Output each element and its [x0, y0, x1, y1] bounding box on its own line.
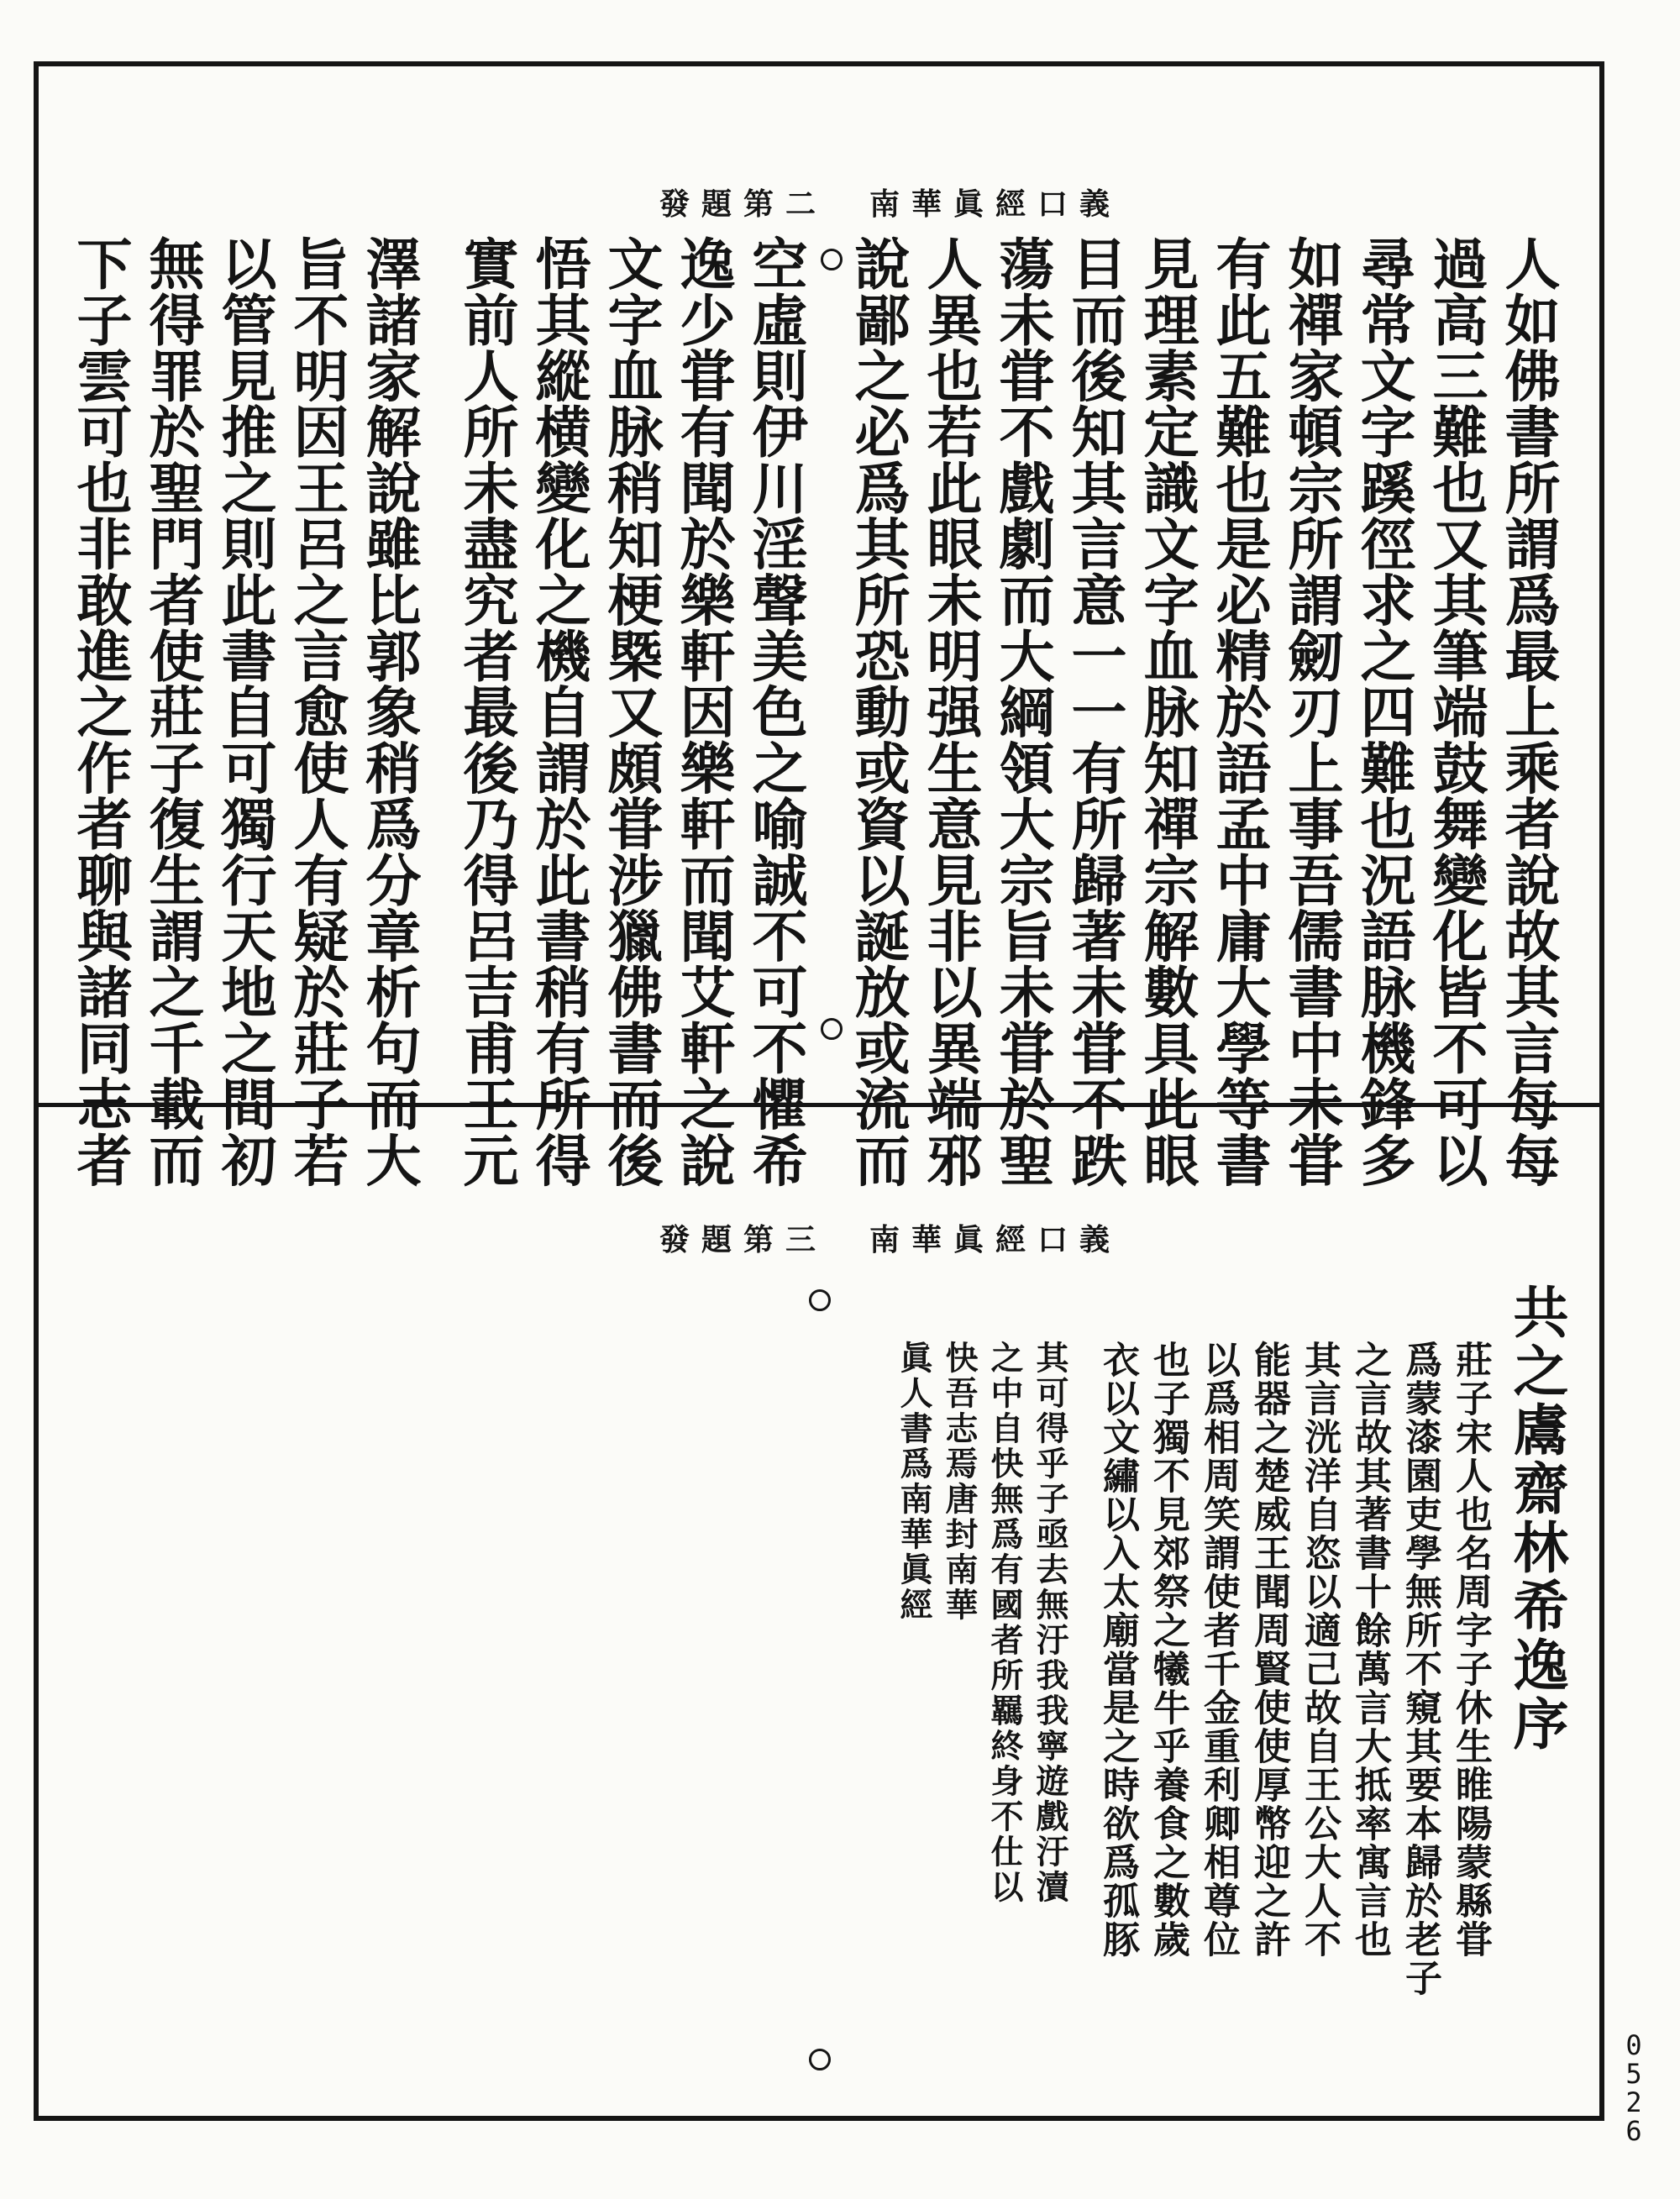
upper-column-16: 澤諸家解說雖比郭象稍爲分章析句而大	[356, 235, 422, 1188]
upper-header-title: 南華眞經口義	[869, 186, 1122, 222]
lower-running-header	[622, 1216, 1159, 1259]
upper-column-4: 如禪家頓宗所謂劒刃上事吾儒書中未甞	[1278, 235, 1344, 1188]
upper-column-10: 說鄙之必爲其所恐動或資以誕放或流而	[845, 235, 911, 1188]
preface-column-11-visible: 快吾志焉唐封南華	[940, 1341, 979, 1623]
upper-column-8: 蕩未甞不戲劇而大綱領大宗旨未甞於聖	[990, 235, 1055, 1188]
upper-column-9: 人異也若此眼未明强生意見非以異端邪	[917, 235, 983, 1188]
preface-column-7: 也子獨不見郊祭之犧牛乎養食之數歲	[1147, 1341, 1189, 1959]
preface-column-4: 其言洸洋自恣以適己故自王公大人不	[1298, 1341, 1341, 1959]
circle-mark	[809, 1289, 831, 1311]
upper-running-header	[622, 181, 1159, 223]
upper-column-17: 旨不明因王呂之言愈使人有疑於莊子若	[284, 235, 349, 1188]
upper-column-12: 逸少甞有聞於樂軒因樂軒而聞艾軒之說	[670, 235, 736, 1188]
preface-column-6: 以爲相周笑謂使者千金重利卿相尊位	[1197, 1341, 1240, 1959]
preface-column-8: 衣以文繡以入太廟當是之時欲爲孤豚	[1096, 1341, 1139, 1959]
upper-column-20: 下子雲可也非敢進之作者聊與諸同志者	[67, 235, 133, 1188]
upper-column-13: 文字血脉稍知梗槩又頗甞涉獵佛書而後	[598, 235, 664, 1188]
preface-column-2: 爲蒙漆園吏學無所不窺其要本歸於老子	[1399, 1341, 1441, 1997]
upper-column-14: 悟其縱横變化之機自謂於此書稍有所得	[526, 235, 591, 1188]
preface-column-10: 之中自快無爲有國者所羈終身不仕以	[985, 1341, 1024, 1905]
upper-column-7: 目而後知其言意一一有所歸著未甞不跌	[1062, 235, 1127, 1188]
upper-column-3: 尋常文字蹊徑求之四難也況語脉機鋒多	[1351, 235, 1416, 1188]
upper-column-18: 以管見推之則此書自可獨行天地之間初	[212, 235, 277, 1188]
preface-column-1: 莊子宋人也名周字子休生睢陽蒙縣甞	[1449, 1341, 1492, 1959]
lower-header-section: 發題第三	[659, 1222, 827, 1257]
page-number: 0526	[1625, 2029, 1642, 2147]
preface-column-5: 能器之楚威王聞周賢使使厚幣迎之許	[1247, 1341, 1290, 1959]
circle-mark	[821, 249, 843, 270]
upper-column-6: 見理素定識文字血脉知禪宗解數具此眼	[1134, 235, 1200, 1188]
upper-column-5: 有此五難也是必精於語孟中庸大學等書	[1206, 235, 1272, 1188]
preface-column-9-visible: 其可得乎子亟去無汙我我寧遊戲汙瀆	[1031, 1341, 1069, 1905]
circle-mark	[809, 2049, 831, 2070]
upper-column-15: 實前人所未盡究者最後乃得呂吉甫王元	[454, 235, 519, 1188]
upper-header-section: 發題第二	[659, 186, 827, 222]
circle-mark	[821, 1018, 843, 1040]
preface-column-3: 之言故其著書十餘萬言大抵率寓言也	[1348, 1341, 1391, 1959]
upper-column-1: 人如佛書所謂爲最上乘者說故其言每每	[1495, 235, 1561, 1188]
upper-column-2: 過高三難也又其筆端鼓舞變化皆不可以	[1423, 235, 1488, 1188]
preface-column-12: 眞人書爲南華眞經	[895, 1341, 933, 1623]
upper-column-19: 無得罪於聖門者使莊子復生謂之千載而	[139, 235, 205, 1188]
preface-title: 共之鬳齋林希逸序	[1504, 1283, 1569, 1754]
lower-header-title: 南華眞經口義	[869, 1222, 1122, 1257]
upper-column-11: 空虛則伊川淫聲美色之喻誠不可不懼希	[743, 235, 808, 1188]
